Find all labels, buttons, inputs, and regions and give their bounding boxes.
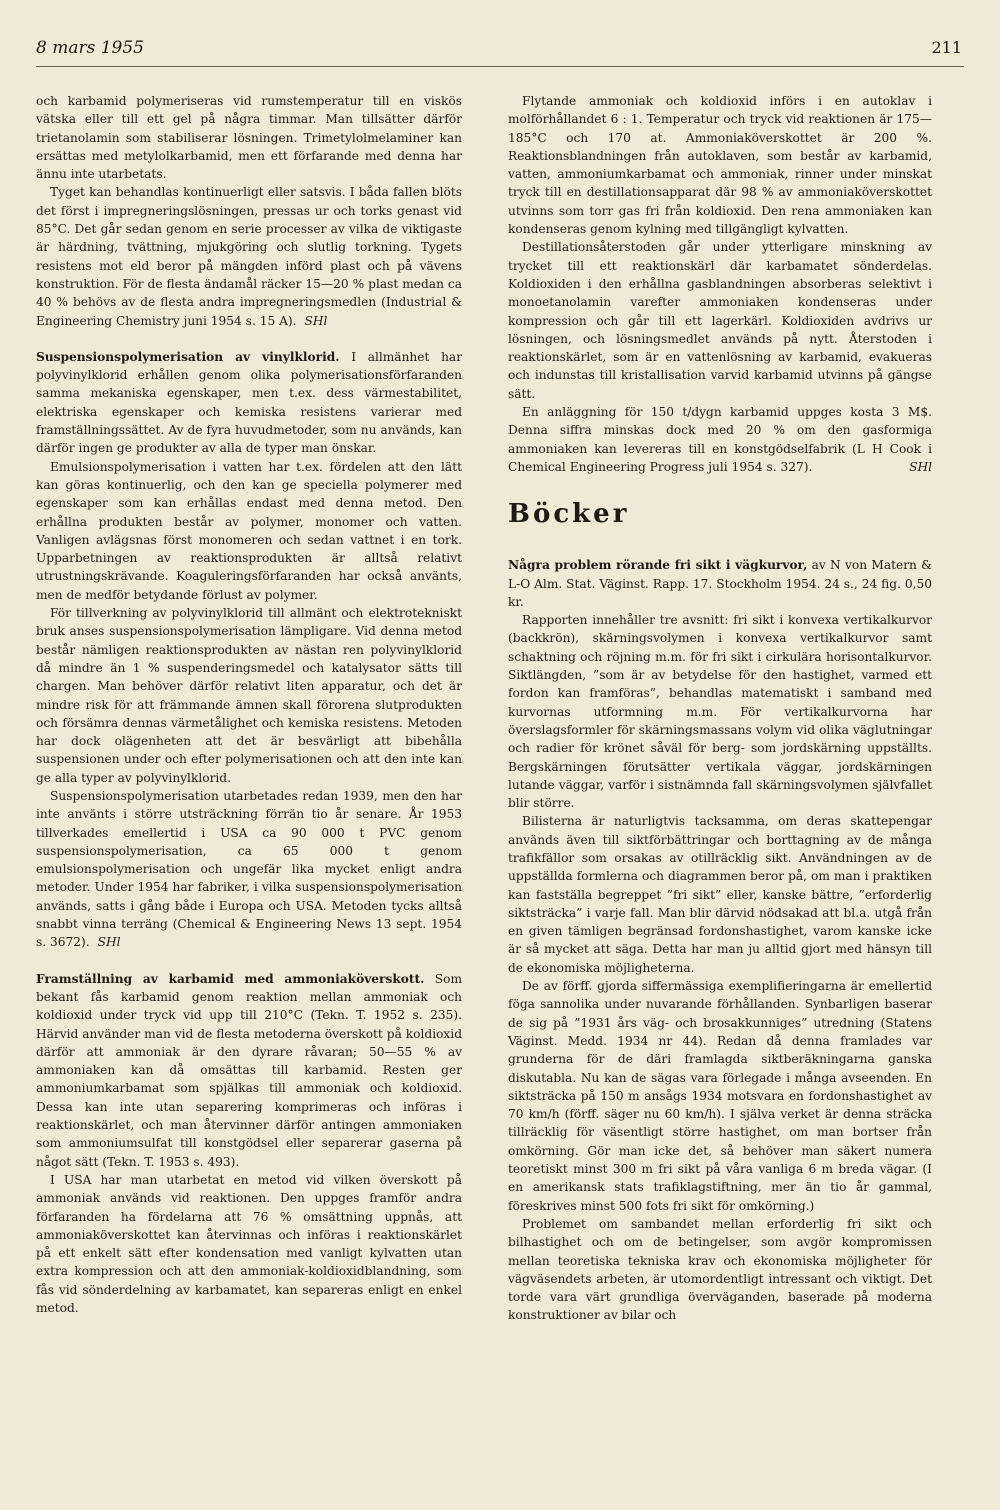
page-number: 211 (931, 38, 962, 57)
urea-article-p3: Flytande ammoniak och koldioxid införs i en autoklav i molförhållandet 6 : 1. Temperatur och tryck vid reaktionen är 175—185°C och 170 at. Ammoniaköverskottet är 200 %. Reaktionsblandningen från autoklaven, som består av karbamid, vatten, ammoniumkarbamat och ammoniak, rinner under minskat tryck till en destillationsapparat där 98 % av ammoniaköverskottet utvinns som torr gas fri från koldioxid. Den rena ammoniaken kan kondenseras genom kylning med tillgängligt kylvatten. (508, 94, 932, 237)
books-section-heading: Böcker (508, 499, 630, 530)
page-header (36, 38, 962, 64)
paragraph-text: I allmänhet har polyvinylklorid erhållen genom olika polymerisationsförfaranden samma mekaniska egenskaper, men t.ex. dess värmestabilitet, elektriska egenskaper och kemiska resistens varierar med framställningssättet. Av de fyra huvudmetoder, som nu används, kan därför ingen ge produkter av alla de typer man önskar. (36, 349, 463, 456)
urea-article-p5 (508, 403, 932, 476)
pvc-article-heading: Suspensionspolymerisation av vinylklorid. (36, 349, 340, 364)
header-rule (36, 66, 964, 67)
book-review-p2: Bilisterna är naturligtvis tacksamma, om deras skattepengar används även till siktförbättringar och borttagning av de många trafikfällor som orsakas av otillräcklig sikt. Användningen av de uppställda formlerna och diagrammen beror på, om man i praktiken kan fastställa begreppet ”fri sikt” eller, kanske bättre, ”erforderlig siktsträcka” i varje fall. Man blir därvid nödsakad att bl.a. utgå från en given tämligen begränsad fordonshastighet, varom kanske icke är så mycket att säga. Detta har man ju alltid gjort med hänsyn till de ekonomiska möjligheterna. (508, 814, 932, 975)
urea-article-p4: Destillationsåterstoden går under ytterligare minskning av trycket till ett reaktionskärl där karbamatet sönderdelas. Koldioxiden i den erhållna gasblandningen absorberas selektivt i monoetanolamin varefter ammoniaken kondenseras under kompression och går till ett lagerkärl. Koldioxiden avdrivs ur lösningen, och lösningsmedlet används på nytt. Återstoden i reaktionskärlet, som är en vattenlösning av karbamid, evakueras och indunstas till kristallisation varvid karbamid utvinns på gängse sätt. (508, 240, 932, 401)
book-citation-details: av N von Matern & L-O Alm. Stat. Väginst. Rapp. 17. Stockholm 1954. 24 s., 24 fig. 0,50 kr. (508, 558, 933, 609)
paragraph-text: Som bekant fås karbamid genom reaktion mellan ammoniak och koldioxid under tryck vid upp till 210°C (Tekn. T. 1952 s. 235). Härvid använder man vid de flesta metoderna överskott på koldioxid därför att ammoniak är den dyrare råvaran; 50—55 % av ammoniaken kan då omsättas till karbamid. Resten ger ammoniumkarbamat som spjälkas till ammoniak och koldioxid. Dessa kan inte utan separering komprimeras och införas i reaktionskärlet, och man återvinner därför antingen ammoniaken som ammoniumsulfat till konstgödsel eller separerar gaserna på något sätt (Tekn. T. 1953 s. 493). (36, 971, 463, 1169)
urea-article-intro (36, 970, 462, 1171)
right-column (508, 92, 932, 1325)
paragraph-text: Tyget kan behandlas kontinuerligt eller satsvis. I båda fallen blöts det först i impregneringslösningen, pressas ur och torks genast vid 85°C. Det går sedan genom en serie processer av vilka de viktigaste är härdning, tvättning, mjukgöring och slutlig torkning. Tygets resistens mot eld beror på mängden införd plast och på vävens konstruktion. För de flesta ändamål räcker 15—20 % plast medan ca 40 % behövs av de flesta andra impregneringsmedlen (Industrial & Engineering Chemistry juni 1954 s. 15 A). (36, 185, 462, 328)
issue-date: 8 mars 1955 (36, 38, 144, 58)
author-signature: SHl (304, 313, 328, 328)
book-review-p1: Rapporten innehåller tre avsnitt: fri sikt i konvexa vertikalkurvor (backkrön), skärningsvolymen i konvexa vertikalkurvor samt schaktning och röjning m.m. för fri sikt i cirkulära horisontalkurvor. Siktlängden, ”som är av betydelse för den hastighet, varmed ett fordon kan framföras”, behandlas matematiskt i samband med kurvornas utformning m.m. För vertikalkurvorna har överslagsformler för skärningsmassans volym vid olika väglutningar och radier för krönet såväl för berg- som jordskärning uppställts. Bergskärningen förutsätter vertikala väggar, jordskärningen lutande väggar, varför i sistnämnda fall skärningsvolymen självfallet blir större. (508, 613, 932, 811)
article-continuation-p1: och karbamid polymeriseras vid rumstemperatur till en viskös vätska eller till ett gel på några timmar. Man tillsätter därför trietanolamin som stabiliserar lösningen. Trimetylolmelaminer kan ersättas med metylolkarbamid, men ett förfarande med denna har ännu inte utarbetats. (36, 94, 462, 182)
pvc-article-p4 (36, 787, 462, 952)
author-signature: SHl (909, 459, 932, 474)
pvc-article-intro (36, 348, 462, 458)
urea-article-p2: I USA har man utarbetat en metod vid vilken överskott på ammoniak används vid reaktionen. Den uppges framför andra förfaranden ha fördelarna att 76 % omsättning uppnås, att ammoniaköverskottet kan återvinnas och införas i reaktionskärlet på ett enkelt sätt efter kondensation med vanligt kylvatten utan extra kompression och att den ammoniak-koldioxidblandning, som fås vid sönderdelning av karbamatet, kan separeras enligt en enkel metod. (36, 1172, 462, 1315)
book-title: Några problem rörande fri sikt i vägkurvor, (508, 558, 808, 573)
paragraph-text: Suspensionspolymerisation utarbetades redan 1939, men den har inte använts i större utsträckning förrän tio år senare. År 1953 tillverkades emellertid i USA ca 90 000 t PVC genom suspensionspolymerisation, ca 65 000 t genom emulsionspolymerisation och ungefär lika mycket enligt andra metoder. Under 1954 har fabriker, i vilka suspensionspolymerisation används, satts i gång både i Europa och USA. Metoden tycks alltså snabbt vinna terräng (Chemical & Engineering News 13 sept. 1954 s. 3672). (36, 788, 462, 950)
left-column (36, 92, 462, 1317)
book-review-p3: De av förff. gjorda siffermässiga exemplifieringarna är emellertid föga sannolika under nuvarande förhållanden. Synbarligen baserar de sig på ”1931 års väg- och brosakkunniges” utredning (Statens Väginst. Medd. 1934 nr 44). Redan då denna framlades var grunderna för de däri framlagda siktberäkningarna ganska diskutabla. Nu kan de sägas vara förlegade i många avseenden. En siktsträcka på 150 m ansågs 1934 motsvara en fordonshastighet av 70 km/h (förff. säger nu 60 km/h). I själva verket är denna sträcka tillräcklig för väsentligt större hastighet, om man bortser från omkörning. Gör man icke det, så behöver man säkert numera teoretiskt minst 300 m fri sikt på våra vanliga 6 m breda vägar. (I en amerikansk stats trafiklagstiftning, mer än tio år gammal, föreskrives minst 500 fots fri sikt för omkörning.) (508, 979, 932, 1213)
book-review-p4: Problemet om sambandet mellan erforderlig fri sikt och bilhastighet och om de betingelser, som avgör kompromissen mellan teoretiska tekniska krav och ekonomiska möjligheter för vägväsendets arbeten, är utomordentligt intressant och viktigt. Det torde vara värt grundliga överväganden, baserade på moderna konstruktioner av bilar och (508, 1216, 932, 1323)
article-continuation-p2 (36, 183, 462, 329)
urea-article-heading: Framställning av karbamid med ammoniaköverskott. (36, 971, 425, 986)
pvc-article-p3: För tillverkning av polyvinylklorid till allmänt och elektrotekniskt bruk anses suspensionspolymerisation lämpligare. Vid denna metod består nämligen reaktionsprodukten av nästan ren polyvinylklorid då mindre än 1 % suspenderingsmedel och katalysator sätts till chargen. Man behöver därför relativt liten apparatur, och det är mindre risk för att främmande ämnen skall förorena slutprodukten och försämra dennas värmetålighet och kemiska resistens. Metoden har dock olägenheten att det är besvärligt att bibehålla suspensionen under och efter polymerisationen och att den inte kan ge alla typer av polyvinylklorid. (36, 606, 462, 785)
pvc-article-p2: Emulsionspolymerisation i vatten har t.ex. fördelen att den lätt kan göras kontinuerlig, och den kan ge speciella polymerer med egenskaper som kan erhållas endast med denna metod. Den erhållna produkten består av polymer, monomer och vatten. Vanligen avlägsnas först monomeren och sedan vattnet i en tork. Upparbetningen av reaktionsprodukten är alltså relativt utrustningskrävande. Koaguleringsförfaranden har också använts, men de medför betydande förlust av polymer. (36, 459, 462, 602)
author-signature: SHl (97, 935, 121, 950)
book-review-citation (508, 556, 932, 611)
paragraph-text: En anläggning för 150 t/dygn karbamid uppges kosta 3 M$. Denna siffra minskas dock med 20 % om den gasformiga ammoniaken kan levereras till en konstgödselfabrik (L H Cook i Chemical Engineering Progress juli 1954 s. 327). (508, 405, 932, 474)
